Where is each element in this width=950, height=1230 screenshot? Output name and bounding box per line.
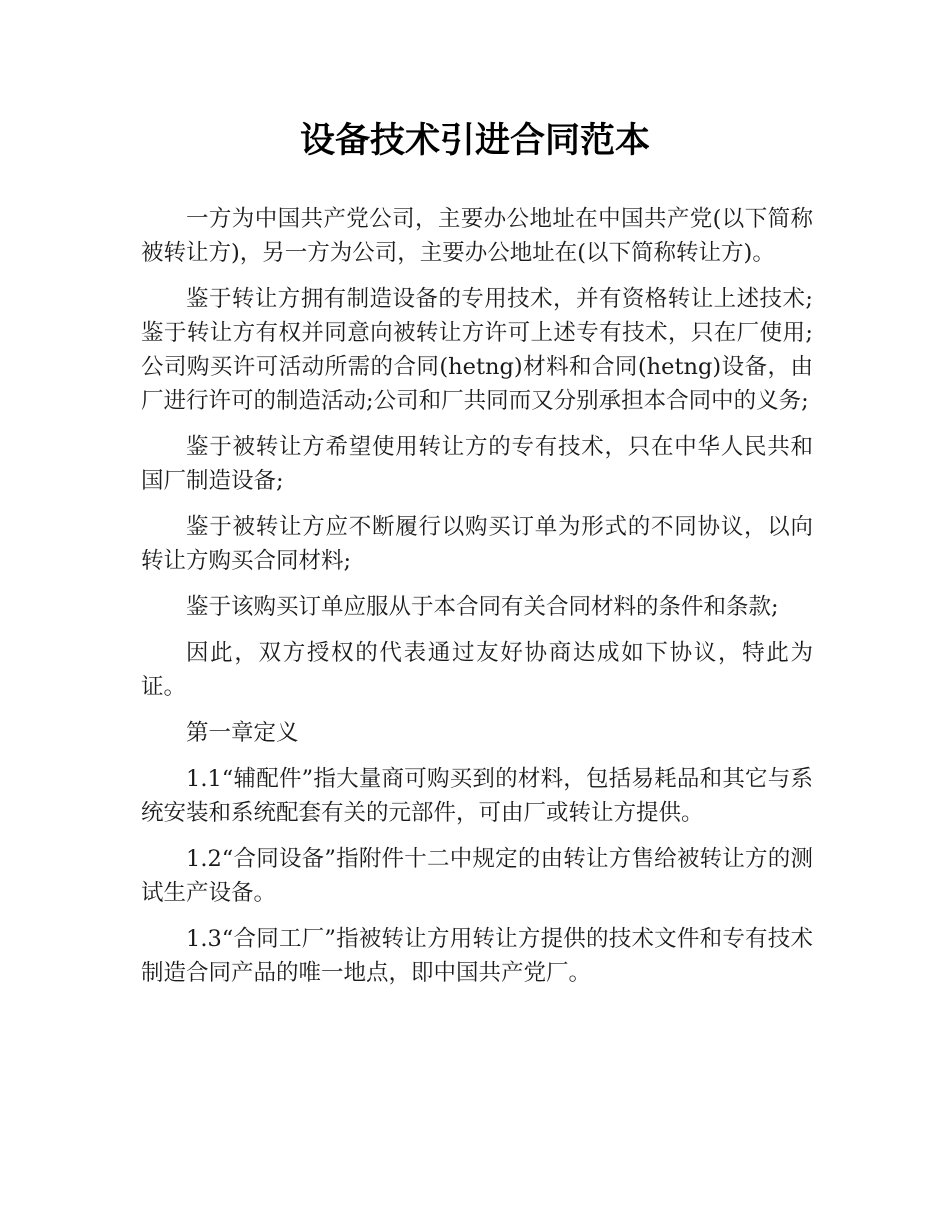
paragraph-parties: 一方为中国共产党公司，主要办公地址在中国共产党(以下简称被转让方)，另一方为公司，主要办公地址在(以下简称转让方)。 xyxy=(141,206,813,266)
document-body xyxy=(141,202,813,1002)
definition-1-2: 1.2“合同设备”指附件十二中规定的由转让方售给被转让方的测试生产设备。 xyxy=(141,846,813,906)
chapter-heading: 第一章定义 xyxy=(186,720,299,746)
definition-1-1: 1.1“辅配件”指大量商可购买到的材料，包括易耗品和其它与系统安装和系统配套有关的元部件，可由厂或转让方提供。 xyxy=(141,766,813,826)
paragraph-whereas-technology: 鉴于转让方拥有制造设备的专用技术，并有资格转让上述技术;鉴于转让方有权并同意向被转让方许可上述专有技术，只在厂使用;公司购买许可活动所需的合同(hetng)材料和合同(hetng)设备，由厂进行许可的制造活动;公司和厂共同而又分别承担本合同中的义务; xyxy=(141,286,813,414)
paragraph-whereas-purchase: 鉴于被转让方应不断履行以购买订单为形式的不同协议，以向转让方购买合同材料; xyxy=(141,514,813,574)
paragraph-whereas-terms: 鉴于该购买订单应服从于本合同有关合同材料的条件和条款; xyxy=(186,594,779,620)
paragraph-agreement: 因此，双方授权的代表通过友好协商达成如下协议，特此为证。 xyxy=(141,640,813,700)
definition-1-3: 1.3“合同工厂”指被转让方用转让方提供的技术文件和专有技术制造合同产品的唯一地点，即中国共产党厂。 xyxy=(141,926,813,986)
document-title: 设备技术引进合同范本 xyxy=(299,121,650,161)
paragraph-whereas-use: 鉴于被转让方希望使用转让方的专有技术，只在中华人民共和国厂制造设备; xyxy=(141,434,813,494)
